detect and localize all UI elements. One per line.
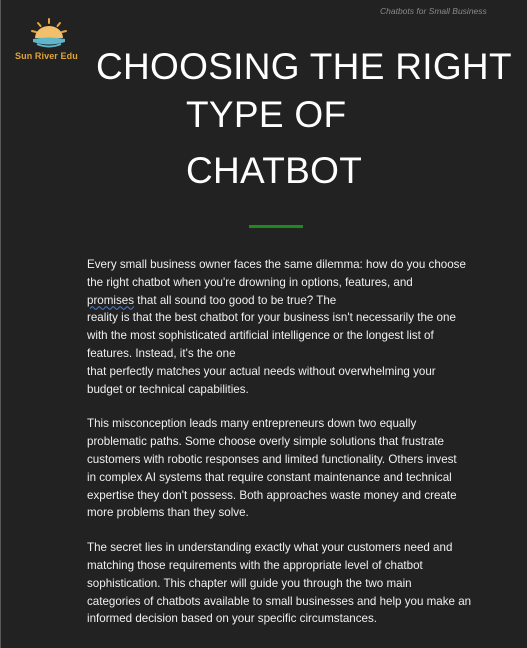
text-line: reality is that the best chatbot for your business isn't necessarily the one [87, 311, 456, 325]
text-line: more problems than they solve. [87, 506, 249, 520]
title-line-1: CHOOSING THE RIGHT [96, 46, 512, 87]
paragraph-2 [87, 415, 487, 522]
title-line-3: CHATBOT [186, 150, 363, 191]
text-line: that perfectly matches your actual needs without overwhelming your [87, 364, 436, 378]
title-divider [249, 225, 303, 228]
text-line: that all sound too good to be true? The [134, 293, 337, 307]
title-line-2: TYPE OF [186, 94, 347, 135]
text-line: sophistication. This chapter will guide you through the two main [87, 576, 412, 590]
text-line: the right chatbot when you're drowning in options, features, and [87, 275, 413, 289]
paragraph-3 [87, 539, 487, 628]
text-line: customers with robotic responses and limited functionality. Others invest [87, 452, 457, 466]
sun-icon [29, 18, 69, 50]
text-line: problematic paths. Some choose overly simple solutions that frustrate [87, 435, 445, 449]
text-line: in complex AI systems that require constant maintenance and technical [87, 470, 452, 484]
text-line: expertise they don't possess. Both approaches waste money and create [87, 488, 457, 502]
text-line: This misconception leads many entrepreneurs down two equally [87, 417, 417, 431]
spellcheck-word: promises [87, 293, 135, 307]
text-line: matching those requirements with the appropriate level of chatbot [87, 558, 423, 572]
text-line: informed decision based on your specific circumstances. [87, 612, 377, 626]
text-line: Every small business owner faces the same dilemma: how do you choose [87, 258, 466, 271]
text-line: with the most sophisticated artificial intelligence or the longest list of [87, 329, 434, 343]
sun-river-edu-logo [15, 18, 85, 64]
text-line: The secret lies in understanding exactly what your customers need and [87, 541, 453, 555]
running-header: Chatbots for Small Business [380, 6, 487, 16]
paragraph-1 [87, 256, 487, 398]
logo-text: Sun River Edu [15, 51, 78, 61]
body-text [87, 256, 487, 645]
text-line: budget or technical capabilities. [87, 382, 249, 396]
text-line: categories of chatbots available to small businesses and help you make an [87, 594, 472, 608]
text-line: features. Instead, it's the one [87, 346, 236, 360]
